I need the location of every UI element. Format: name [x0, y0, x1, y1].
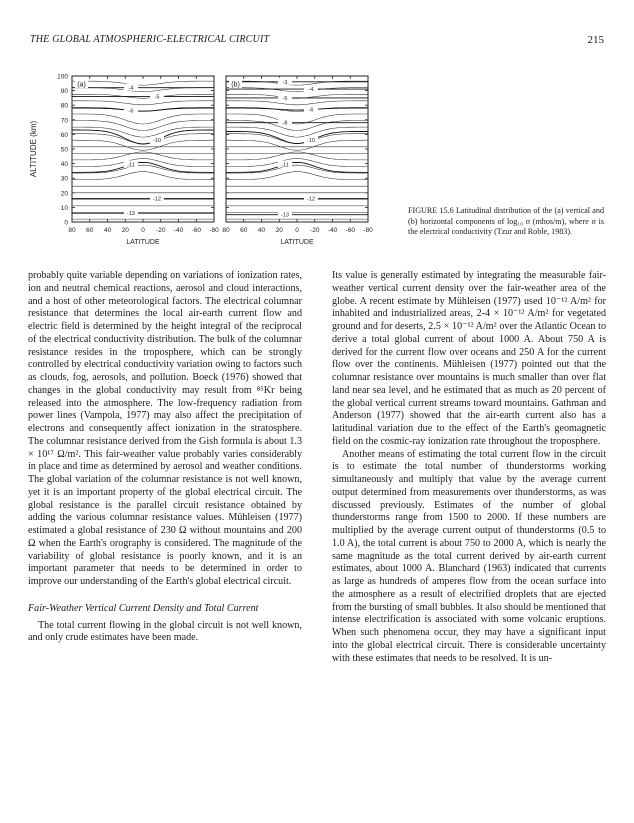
- x-axis-label: LATITUDE: [280, 239, 314, 246]
- x-tick-label: 80: [68, 227, 76, 234]
- x-tick-label: 60: [240, 227, 248, 234]
- x-tick-label: 60: [86, 227, 94, 234]
- panel-frame: [72, 76, 214, 222]
- contour-level-label: -8: [282, 120, 288, 127]
- contour-figure: [28, 70, 388, 262]
- x-tick-label: 20: [121, 227, 129, 234]
- contour-level-line: [226, 132, 368, 144]
- x-tick-label: -80: [209, 227, 219, 234]
- text-column-right: [332, 270, 606, 665]
- contour-panel-a: [68, 76, 219, 246]
- y-tick-label: 20: [60, 190, 68, 198]
- contour-line: [226, 134, 368, 144]
- panel-tag: (a): [77, 81, 86, 89]
- figure-caption: FIGURE 15.6 Latitudinal distribution of the (a) vertical and (b) horizontal components of log₁₀ σ (mhos/m), where σ is the electrical conductivity (Tzur and Roble, 1983).: [408, 206, 604, 237]
- y-tick-label: 30: [60, 175, 68, 183]
- contour-level-label: -3: [282, 79, 288, 86]
- contour-level-label: -5: [154, 94, 160, 101]
- contour-line: [72, 134, 214, 144]
- contour-level-label: -13: [281, 212, 289, 219]
- contour-level-label: -4: [128, 85, 134, 92]
- x-tick-label: 0: [295, 227, 299, 234]
- paragraph: probably quite variable depending on variations of ionization rates, ion and neutral chemical reactions, aerosol and cloud interactions, and a host of other meteorological factors. The electrical columnar resistance that determines the local air-earth current flow and electric field is determined by the height integral of the reciprocal of the electrical conductivity distribution. The bulk of the columnar resistance resides in the troposphere, which can be strongly controlled by electrical conductivity variation owing to factors such as clouds, fog, aerosols, and pollution. Boeck (1976) showed that changes in the global conductivity may result from ⁸⁵Kr being released into the atmosphere. The low-frequency radiation from power lines (Vampola, 1977) may also affect the precipitation of electrons and consequently affect ionization in the stratosphere. The columnar resistance derived from the Gish formula is about 1.3 × 10¹⁷ Ω/m². This fair-weather value probably varies considerably in place and time as determined by aerosol and weather conditions. The global variation of the columnar resistance is not well known, yet it is an important property of the global electrical circuit. The global resistance is the parallel circuit resistance obtained by adding the various columnar resistance values. Mühleisen (1977) estimated a global resistance of 230 Ω without mountains and 200 Ω when the Earth's orography is considered. The magnitude of the variability of global resistance is poorly known, and it is an important parameter that needs to be determined in order to improve our understanding of the Earth's global electrical circuit.: [28, 270, 302, 587]
- page-number: 215: [587, 34, 604, 46]
- contour-level-label: -10: [307, 138, 315, 145]
- contour-line: [72, 81, 214, 85]
- x-tick-label: -60: [191, 227, 201, 234]
- contour-level-label: -6: [308, 107, 314, 114]
- contour-line: [226, 88, 368, 92]
- y-tick-label: 60: [60, 131, 68, 139]
- y-axis-label: ALTITUDE (km): [29, 120, 38, 178]
- contour-level-line: [226, 108, 368, 110]
- x-tick-label: -20: [310, 227, 320, 234]
- contour-panel-b: [222, 76, 373, 246]
- section-subheading: Fair-Weather Vertical Current Density and Total Current: [28, 602, 259, 614]
- contour-line: [72, 85, 214, 92]
- contour-level-label: -10: [153, 138, 161, 145]
- contour-line: [226, 101, 368, 105]
- contour-level-label: -6: [128, 108, 134, 115]
- contour-line: [72, 140, 214, 150]
- y-tick-label: 0: [64, 219, 68, 227]
- contour-level-line: [72, 162, 214, 172]
- page-header: [30, 34, 604, 50]
- y-tick-label: 90: [60, 88, 68, 96]
- y-tick-label: 70: [60, 117, 68, 125]
- contour-level-label: -5: [282, 95, 288, 102]
- running-head: THE GLOBAL ATMOSPHERIC-ELECTRICAL CIRCUIT: [30, 34, 270, 45]
- y-tick-label: 80: [60, 102, 68, 110]
- contour-level-label: -12: [307, 196, 315, 203]
- contour-line: [226, 140, 368, 150]
- panel-tag: (b): [231, 81, 240, 89]
- x-tick-label: 40: [257, 227, 266, 234]
- contour-level-line: [226, 162, 368, 172]
- contour-level-label: -12: [153, 196, 161, 203]
- text-column-left: [28, 270, 302, 645]
- contour-line: [72, 114, 214, 124]
- x-tick-label: -40: [173, 227, 184, 234]
- contour-level-label: -11: [127, 162, 135, 169]
- paragraph: The total current flowing in the global circuit is not well known, and only crude estimates have been made.: [28, 619, 302, 644]
- figure-15-6: [28, 70, 388, 262]
- y-tick-label: 10: [60, 204, 68, 212]
- x-tick-label: 20: [275, 227, 283, 234]
- contour-level-line: [72, 108, 214, 111]
- contour-line: [226, 121, 368, 131]
- contour-line: [72, 101, 214, 105]
- y-tick-label: 100: [57, 73, 68, 81]
- contour-level-label: -13: [127, 211, 135, 218]
- contour-line: [72, 121, 214, 131]
- y-tick-label: 50: [60, 146, 68, 154]
- x-tick-label: 80: [222, 227, 230, 234]
- contour-level-label: -4: [308, 87, 314, 94]
- contour-level-label: -11: [281, 162, 289, 169]
- x-tick-label: -80: [363, 227, 373, 234]
- x-tick-label: -40: [327, 227, 338, 234]
- paragraph: Its value is generally estimated by integrating the measurable fair-weather vertical current density over the fair-weather area of the globe. A recent estimate by Mühleisen (1977) used 10⁻¹² A/m² for inhabited and industrialized areas, 2-4 × 10⁻¹² A/m² for vegetated ground and for deserts, 2.5 × 10⁻¹² A/m² over the Atlantic Ocean to derive a total global current of about 1000 A. About 750 A is derived for the current flow over oceans and 250 A for the current flow over the continents. Mühleisen (1977) pointed out that the columnar resistance over mountains is much smaller than over flat land near sea level, and he estimated that as much as 20 percent of the global vertical current streams toward mountains. Gathman and Anderson (1977) showed that the air-earth current also has a latitudinal variation due to the effect of the Earth's geomagnetic field on the cosmic-ray ionization rate throughout the troposphere.: [332, 270, 606, 447]
- x-tick-label: -20: [156, 227, 166, 234]
- contour-line: [72, 127, 214, 137]
- x-axis-label: LATITUDE: [126, 239, 160, 246]
- x-tick-label: -60: [345, 227, 355, 234]
- paragraph: Another means of estimating the total current flow in the circuit is to estimate the total number of thunderstorms working simultaneously and multiply that value by the average current output determined from measurements over thunderstorms, as was discussed previously. Estimates of the number of global thunderstorms range from 1500 to 2000. If these numbers are multiplied by the average current output of thunderstorms (0.5 to 1.0 A), the total current is about 750 to 2000 A, which is nearly the same magnitude as the total current derived by air-earth current estimates, about 1000 A. Blanchard (1963) indicated that currents as large as hundreds of amperes flow from the ocean surface into the atmosphere as a result of electrified droplets that are ejected from the bursting of small bubbles. It also should be mentioned that intense electrification is associated with some volcanic eruptions. When such phenomena occur, they may have a significant input into the global electrical circuit. There is considerable uncertainty with these estimates that needs to be resolved. It is un-: [332, 448, 606, 664]
- y-tick-label: 40: [60, 161, 68, 169]
- x-tick-label: 40: [103, 227, 112, 234]
- x-tick-label: 0: [141, 227, 145, 234]
